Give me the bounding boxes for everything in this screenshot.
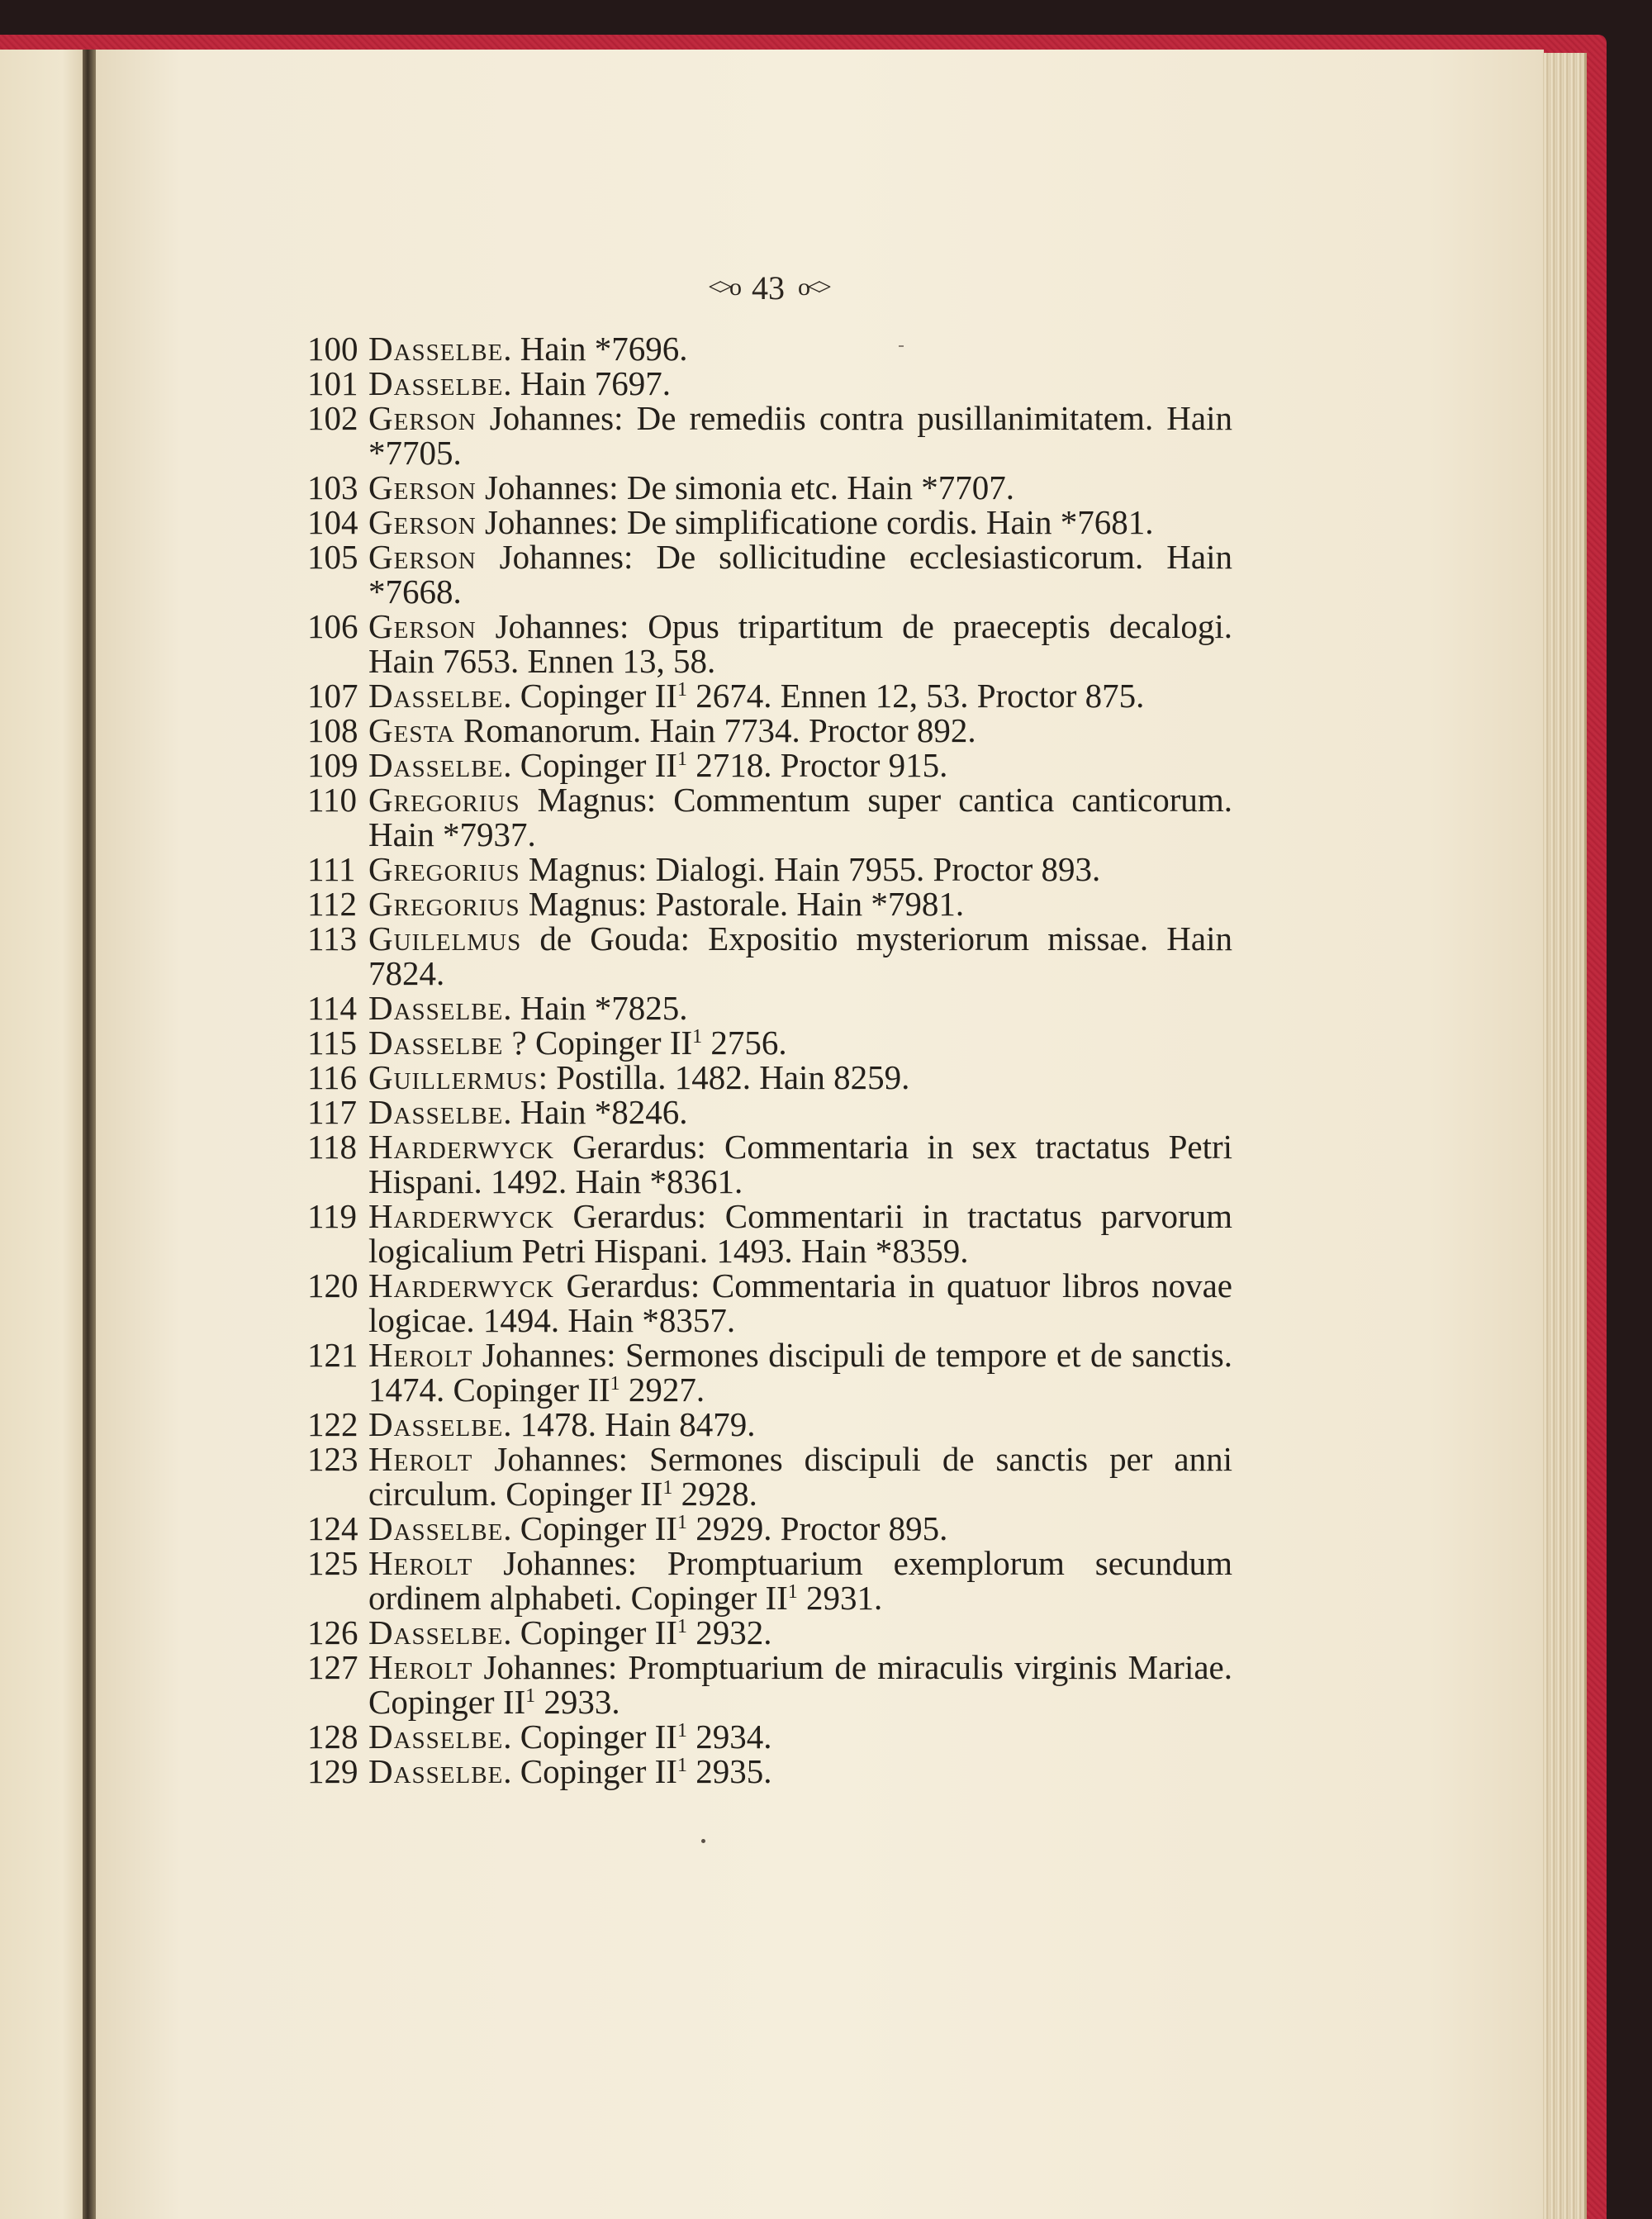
list-item xyxy=(307,1407,1232,1442)
entry-text xyxy=(368,1095,1232,1129)
entry-text xyxy=(368,1129,1232,1199)
list-item xyxy=(307,505,1232,539)
entry-number: 110 xyxy=(307,781,357,819)
list-item xyxy=(307,1338,1232,1407)
entry-author: Dasselbe xyxy=(368,1093,504,1131)
ornament-left: <>o xyxy=(708,273,738,301)
entry-text xyxy=(368,1442,1232,1511)
superscript: 1 xyxy=(610,1373,620,1395)
list-item xyxy=(307,331,1232,366)
entry-author: Gerson xyxy=(368,607,477,645)
entry-text xyxy=(368,1199,1232,1268)
superscript: 1 xyxy=(676,679,687,701)
entry-description: Johannes: Promptuarium de miraculis virginis Mariae. Copinger II xyxy=(368,1648,1232,1721)
entry-author: Gesta xyxy=(368,711,455,749)
entry-number: 115 xyxy=(307,1024,357,1062)
list-item xyxy=(307,886,1232,921)
entry-reference: 2934. xyxy=(686,1718,772,1756)
entry-number: 111 xyxy=(307,850,356,888)
entry-number: 100 xyxy=(307,330,358,368)
entry-text xyxy=(368,886,1232,921)
entry-text xyxy=(368,713,1232,748)
superscript: 1 xyxy=(662,1477,673,1499)
entry-text xyxy=(368,748,1232,782)
entry-description: . Hain 7697. xyxy=(503,364,671,402)
list-item xyxy=(307,1060,1232,1095)
entry-number: 118 xyxy=(307,1128,357,1166)
entry-author: Dasselbe xyxy=(368,1718,504,1756)
entry-description: Magnus: Pastorale. Hain *7981. xyxy=(520,885,965,923)
list-item xyxy=(307,713,1232,748)
superscript: 1 xyxy=(676,1616,687,1637)
entry-text xyxy=(368,1407,1232,1442)
entry-number: 125 xyxy=(307,1544,358,1582)
entry-description: de Gouda: Expositio mysteriorum missae. Hain 7824. xyxy=(368,919,1232,992)
entry-reference: 2935. xyxy=(686,1752,772,1790)
entry-description: Johannes: Sermones discipuli de tempore et de sanctis. 1474. Copinger II xyxy=(368,1336,1232,1409)
entry-text xyxy=(368,401,1232,470)
list-item xyxy=(307,366,1232,401)
ink-dot xyxy=(701,1839,705,1843)
entry-description: . Copinger II xyxy=(503,677,677,715)
superscript: 1 xyxy=(525,1685,536,1707)
entry-description: . Copinger II xyxy=(503,1752,677,1790)
entry-description: . Copinger II xyxy=(503,1509,677,1547)
entry-text xyxy=(368,609,1232,678)
entry-author: Gregorius xyxy=(368,850,520,888)
entry-author: Dasselbe xyxy=(368,989,504,1027)
entry-author: Herolt xyxy=(368,1648,473,1686)
entry-text xyxy=(368,505,1232,539)
entry-number: 107 xyxy=(307,677,358,715)
entry-number: 106 xyxy=(307,607,358,645)
gutter xyxy=(83,50,96,2219)
entry-description: Gerardus: Commentaria in sex tractatus Petri Hispani. 1492. Hain *8361. xyxy=(368,1128,1232,1200)
entry-description: Romanorum. Hain 7734. Proctor 892. xyxy=(454,711,976,749)
entry-description: . 1478. Hain 8479. xyxy=(503,1405,756,1443)
entry-author: Dasselbe xyxy=(368,746,504,784)
entry-text xyxy=(368,1546,1232,1615)
entry-reference: 2756. xyxy=(702,1024,787,1062)
entry-author: Guillermus xyxy=(368,1058,539,1096)
entry-description: Magnus: Dialogi. Hain 7955. Proctor 893. xyxy=(520,850,1101,888)
entry-number: 124 xyxy=(307,1509,358,1547)
list-item xyxy=(307,1025,1232,1060)
entry-author: Gerson xyxy=(368,399,477,437)
page-edges xyxy=(1543,53,1587,2219)
superscript: 1 xyxy=(692,1026,703,1048)
list-item xyxy=(307,748,1232,782)
entry-author: Dasselbe xyxy=(368,330,504,368)
entry-text xyxy=(368,539,1232,609)
entry-number: 101 xyxy=(307,364,358,402)
list-item xyxy=(307,539,1232,609)
entry-author: Gerson xyxy=(368,468,477,506)
entry-text xyxy=(368,366,1232,401)
entry-number: 119 xyxy=(307,1197,357,1235)
superscript: 1 xyxy=(787,1581,798,1603)
list-item xyxy=(307,1719,1232,1754)
superscript: 1 xyxy=(676,748,687,770)
entry-author: Gregorius xyxy=(368,885,520,923)
entry-description: : Postilla. 1482. Hain 8259. xyxy=(538,1058,910,1096)
left-page-edge xyxy=(0,50,89,2219)
page-number: 43 xyxy=(752,268,785,306)
superscript: 1 xyxy=(676,1720,687,1741)
list-item xyxy=(307,1199,1232,1268)
entry-author: Harderwyck xyxy=(368,1197,554,1235)
list-item xyxy=(307,1615,1232,1650)
list-item xyxy=(307,921,1232,991)
entry-text xyxy=(368,1615,1232,1650)
list-item xyxy=(307,1129,1232,1199)
entry-text xyxy=(368,678,1232,713)
entry-number: 114 xyxy=(307,989,357,1027)
entry-number: 112 xyxy=(307,885,357,923)
entry-reference: 2674. Ennen 12, 53. Proctor 875. xyxy=(686,677,1145,715)
list-item xyxy=(307,991,1232,1025)
list-item xyxy=(307,852,1232,886)
entry-description: Johannes: De simplificatione cordis. Hain *7681. xyxy=(476,503,1154,541)
entry-description: Johannes: De simonia etc. Hain *7707. xyxy=(476,468,1015,506)
entry-text xyxy=(368,1650,1232,1719)
entry-author: Herolt xyxy=(368,1440,473,1478)
entry-text xyxy=(368,331,1232,366)
entry-number: 127 xyxy=(307,1648,358,1686)
entry-description: Johannes: De remediis contra pusillanimitatem. Hain *7705. xyxy=(368,399,1232,472)
entry-text xyxy=(368,1060,1232,1095)
list-item xyxy=(307,1650,1232,1719)
list-item xyxy=(307,1442,1232,1511)
entry-number: 116 xyxy=(307,1058,357,1096)
entry-author: Dasselbe xyxy=(368,1613,504,1651)
entry-text xyxy=(368,921,1232,991)
entry-number: 108 xyxy=(307,711,358,749)
entry-text xyxy=(368,470,1232,505)
entry-author: Gregorius xyxy=(368,781,520,819)
entry-number: 129 xyxy=(307,1752,358,1790)
entry-author: Dasselbe xyxy=(368,1405,504,1443)
entry-reference: 2718. Proctor 915. xyxy=(686,746,948,784)
entry-text xyxy=(368,782,1232,852)
entry-text xyxy=(368,1754,1232,1789)
entry-number: 117 xyxy=(307,1093,357,1131)
entry-description: Johannes: De sollicitudine ecclesiasticorum. Hain *7668. xyxy=(368,538,1232,611)
entry-author: Harderwyck xyxy=(368,1266,554,1304)
entry-author: Dasselbe xyxy=(368,1024,504,1062)
list-item xyxy=(307,470,1232,505)
entry-text xyxy=(368,1719,1232,1754)
entry-text xyxy=(368,1338,1232,1407)
entry-description: . Hain *7696. xyxy=(503,330,688,368)
list-item xyxy=(307,1754,1232,1789)
entry-number: 121 xyxy=(307,1336,358,1374)
list-item xyxy=(307,1095,1232,1129)
entry-reference: 2933. xyxy=(535,1683,620,1721)
entry-author: Dasselbe xyxy=(368,677,504,715)
entry-author: Dasselbe xyxy=(368,364,504,402)
list-item xyxy=(307,782,1232,852)
entry-author: Dasselbe xyxy=(368,1509,504,1547)
entry-number: 113 xyxy=(307,919,357,957)
entry-reference: 2927. xyxy=(620,1371,705,1409)
entry-author: Harderwyck xyxy=(368,1128,554,1166)
entry-text xyxy=(368,1268,1232,1338)
entry-reference: 2932. xyxy=(686,1613,772,1651)
list-item xyxy=(307,401,1232,470)
entry-number: 105 xyxy=(307,538,358,576)
entry-description: . Copinger II xyxy=(503,746,677,784)
entry-description: Gerardus: Commentaria in quatuor libros novae logicae. 1494. Hain *8357. xyxy=(368,1266,1232,1339)
superscript: 1 xyxy=(676,1755,687,1776)
entry-author: Dasselbe xyxy=(368,1752,504,1790)
entry-description: Gerardus: Commentarii in tractatus parvorum logicalium Petri Hispani. 1493. Hain *8359. xyxy=(368,1197,1232,1270)
superscript: 1 xyxy=(676,1512,687,1533)
entry-text xyxy=(368,852,1232,886)
entry-reference: 2931. xyxy=(797,1579,883,1617)
entry-author: Herolt xyxy=(368,1336,473,1374)
ornament-right: o<> xyxy=(798,273,828,301)
entry-description: . Hain *7825. xyxy=(503,989,688,1027)
entry-reference: 2928. xyxy=(672,1475,757,1513)
entry-author: Gerson xyxy=(368,538,477,576)
entry-number: 103 xyxy=(307,468,358,506)
entry-description: ? Copinger II xyxy=(503,1024,693,1062)
list-item xyxy=(307,609,1232,678)
entry-description: Magnus: Commentum super cantica canticorum. Hain *7937. xyxy=(368,781,1232,853)
entry-text xyxy=(368,1025,1232,1060)
entry-description: . Copinger II xyxy=(503,1613,677,1651)
entry-description: Johannes: Sermones discipuli de sanctis per anni circulum. Copinger II xyxy=(368,1440,1232,1513)
entry-reference: 2929. Proctor 895. xyxy=(686,1509,948,1547)
entry-author: Gerson xyxy=(368,503,477,541)
list-item xyxy=(307,678,1232,713)
entry-text xyxy=(368,1511,1232,1546)
entry-description: . Hain *8246. xyxy=(503,1093,688,1131)
entry-description: Johannes: Promptuarium exemplorum secundum ordinem alphabeti. Copinger II xyxy=(368,1544,1232,1617)
entry-description: . Copinger II xyxy=(503,1718,677,1756)
entry-text xyxy=(368,991,1232,1025)
list-item xyxy=(307,1546,1232,1615)
entry-number: 109 xyxy=(307,746,358,784)
list-item xyxy=(307,1268,1232,1338)
entry-author: Herolt xyxy=(368,1544,473,1582)
entry-number: 122 xyxy=(307,1405,358,1443)
list-item xyxy=(307,1511,1232,1546)
entry-author: Guilelmus xyxy=(368,919,522,957)
entry-number: 126 xyxy=(307,1613,358,1651)
entry-number: 128 xyxy=(307,1718,358,1756)
entry-number: 120 xyxy=(307,1266,358,1304)
entry-number: 123 xyxy=(307,1440,358,1478)
entry-number: 102 xyxy=(307,399,358,437)
entry-list xyxy=(307,331,1232,1789)
entry-number: 104 xyxy=(307,503,358,541)
entry-description: Johannes: Opus tripartitum de praeceptis decalogi. Hain 7653. Ennen 13, 58. xyxy=(368,607,1232,680)
